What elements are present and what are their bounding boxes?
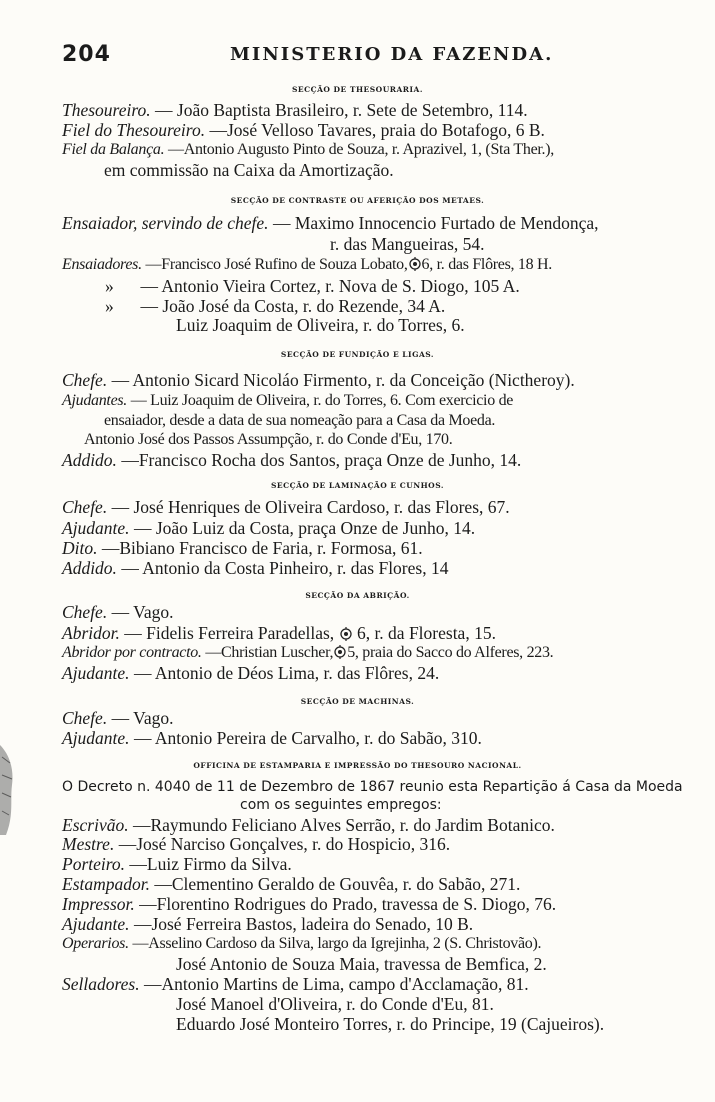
entry-text: 5, praia do Sacco do Alferes, 223. bbox=[347, 644, 554, 661]
entry-line bbox=[62, 707, 173, 729]
entry-role: Ajudante. bbox=[62, 728, 130, 748]
entry-line bbox=[62, 119, 545, 141]
entry-text: —Florentino Rodrigues do Prado, travessa de S. Diogo, 76. bbox=[139, 894, 557, 914]
section-heading-thesouraria: SECÇÃO DE THESOURARIA. bbox=[292, 85, 423, 94]
medal-icon bbox=[340, 627, 352, 641]
entry-text: —Raymundo Feliciano Alves Serrão, r. do Jardim Botanico. bbox=[132, 815, 555, 835]
entry-line bbox=[62, 913, 473, 935]
entry-role: Escrivão. bbox=[62, 815, 129, 835]
entry-line bbox=[62, 642, 553, 664]
entry-line bbox=[62, 601, 173, 623]
entry-line bbox=[62, 212, 599, 234]
binding-edge bbox=[0, 745, 16, 835]
entry-role: Ensaiador, servindo de chefe. bbox=[62, 213, 269, 233]
entry-line bbox=[62, 973, 529, 995]
section-heading-officina: OFFICINA DE ESTAMPARIA E IMPRESSÃO DO THESOURO NACIONAL. bbox=[193, 761, 522, 770]
entry-role: Selladores. bbox=[62, 974, 140, 994]
medal-icon bbox=[334, 645, 346, 659]
entry-line bbox=[62, 893, 556, 915]
entry-text: ensaiador, desde a data de sua nomeação para a Casa da Moeda. bbox=[104, 412, 496, 429]
entry-line bbox=[176, 314, 465, 336]
entry-text: —Luiz Firmo da Silva. bbox=[129, 854, 292, 874]
entry-line bbox=[62, 369, 575, 391]
entry-text: —Asselino Cardoso da Silva, largo da Igrejinha, 2 (S. Christovão). bbox=[132, 935, 542, 952]
entry-role: Mestre. bbox=[62, 834, 115, 854]
entry-text: — Luiz Joaquim de Oliveira, r. do Torres, 6. Com exercicio de bbox=[130, 392, 514, 409]
entry-text: — Vago. bbox=[111, 708, 174, 728]
entry-text: — Antonio Pereira de Carvalho, r. do Sabão, 310. bbox=[133, 728, 482, 748]
entry-line bbox=[84, 429, 452, 451]
entry-text: Eduardo José Monteiro Torres, r. do Principe, 19 (Cajueiros). bbox=[176, 1014, 605, 1034]
entry-line bbox=[62, 139, 554, 161]
entry-text: — Antonio de Déos Lima, r. das Flôres, 24. bbox=[133, 663, 440, 683]
entry-line bbox=[62, 727, 482, 749]
entry-role: Chefe. bbox=[62, 497, 108, 517]
entry-role: Chefe. bbox=[62, 370, 108, 390]
entry-text: —Francisco Rocha dos Santos, praça Onze de Junho, 14. bbox=[121, 450, 522, 470]
entry-line bbox=[330, 233, 485, 255]
entry-line bbox=[62, 833, 450, 855]
entry-line bbox=[62, 390, 513, 412]
entry-role: Abridor. bbox=[62, 623, 120, 643]
entry-text: —José Velloso Tavares, praia do Botafogo, 6 B. bbox=[209, 120, 545, 140]
entry-role: Chefe. bbox=[62, 708, 108, 728]
page-header bbox=[62, 42, 686, 72]
entry-text: —Antonio Martins de Lima, campo d'Acclamação, 81. bbox=[143, 974, 529, 994]
entry-text: — Maximo Innocencio Furtado de Mendonça, bbox=[272, 213, 599, 233]
running-head: MINISTERIO DA FAZENDA. bbox=[230, 44, 554, 65]
entry-text: — Antonio Sicard Nicoláo Firmento, r. da Conceição (Nictheroy). bbox=[111, 370, 575, 390]
entry-line bbox=[105, 275, 520, 297]
entry-text: — João Luiz da Costa, praça Onze de Junho, 14. bbox=[133, 518, 476, 538]
entry-role: Abridor por contracto. bbox=[62, 644, 202, 661]
entry-text: O Decreto n. 4040 de 11 de Dezembro de 1867 reunio esta Repartição á Casa da Moeda bbox=[62, 779, 683, 795]
entry-text: 6, r. das Flôres, 18 H. bbox=[421, 256, 552, 273]
entry-text: — Fidelis Ferreira Paradellas, bbox=[124, 623, 335, 643]
entry-text: —Christian Luscher, bbox=[205, 644, 334, 661]
entry-role: Estampador. bbox=[62, 874, 150, 894]
entry-text: —Francisco José Rufino de Souza Lobato, bbox=[145, 256, 408, 273]
entry-text: José Antonio de Souza Maia, travessa de Bemfica, 2. bbox=[176, 954, 547, 974]
page-number: 204 bbox=[62, 42, 111, 67]
entry-role: Thesoureiro. bbox=[62, 100, 151, 120]
entry-text: — Antonio da Costa Pinheiro, r. das Flores, 14 bbox=[121, 558, 449, 578]
entry-role: Addido. bbox=[62, 450, 117, 470]
entry-text: — João Baptista Brasileiro, r. Sete de Setembro, 114. bbox=[155, 100, 528, 120]
entry-line bbox=[62, 873, 520, 895]
section-heading-fundicao: SECÇÃO DE FUNDIÇÃO E LIGAS. bbox=[280, 350, 435, 359]
entry-text: em commissão na Caixa da Amortização. bbox=[104, 160, 394, 180]
entry-role: Chefe. bbox=[62, 602, 108, 622]
ditto-mark: » bbox=[105, 276, 114, 296]
entry-text: Luiz Joaquim de Oliveira, r. do Torres, 6. bbox=[176, 315, 465, 335]
entry-role: Fiel da Balança. bbox=[62, 141, 165, 158]
entry-role: Addido. bbox=[62, 558, 117, 578]
section-heading-abricao: SECÇÃO DA ABRIÇÃO. bbox=[305, 591, 410, 600]
entry-text: — Antonio Vieira Cortez, r. Nova de S. Diogo, 105 A. bbox=[140, 276, 520, 296]
entry-line bbox=[62, 254, 552, 276]
entry-text: —Bibiano Francisco de Faria, r. Formosa, 61. bbox=[101, 538, 423, 558]
entry-line bbox=[62, 933, 541, 955]
entry-line bbox=[176, 993, 494, 1015]
entry-role: Ajudante. bbox=[62, 914, 130, 934]
entry-text: José Manoel d'Oliveira, r. do Conde d'Eu, 81. bbox=[176, 994, 494, 1014]
entry-line bbox=[176, 953, 547, 975]
entry-role: Dito. bbox=[62, 538, 98, 558]
entry-role: Operarios. bbox=[62, 935, 129, 952]
entry-role: Ajudante. bbox=[62, 518, 130, 538]
entry-line bbox=[62, 622, 496, 644]
entry-text: — José Henriques de Oliveira Cardoso, r. das Flores, 67. bbox=[111, 497, 510, 517]
entry-line bbox=[104, 159, 394, 181]
entry-role: Ensaiadores. bbox=[62, 256, 142, 273]
entry-text: —José Ferreira Bastos, ladeira do Senado, 10 B. bbox=[133, 914, 474, 934]
section-heading-machinas: SECÇÃO DE MACHINAS. bbox=[300, 697, 415, 706]
entry-line bbox=[62, 662, 439, 684]
entry-line bbox=[62, 99, 528, 121]
medal-icon bbox=[409, 257, 421, 271]
entry-text: 6, r. da Floresta, 15. bbox=[356, 623, 496, 643]
entry-line bbox=[62, 557, 448, 579]
entry-line bbox=[62, 496, 510, 518]
ditto-mark: » bbox=[105, 296, 114, 316]
entry-text: —José Narciso Gonçalves, r. do Hospicio, 316. bbox=[118, 834, 451, 854]
entry-role: Ajudante. bbox=[62, 663, 130, 683]
entry-text: —Antonio Augusto Pinto de Souza, r. Aprazivel, 1, (Sta Ther.), bbox=[168, 141, 554, 158]
entry-role: Porteiro. bbox=[62, 854, 126, 874]
entry-line bbox=[240, 794, 442, 816]
entry-line bbox=[62, 449, 521, 471]
entry-line bbox=[176, 1013, 604, 1035]
entry-text: —Clementino Geraldo de Gouvêa, r. do Sabão, 271. bbox=[154, 874, 521, 894]
section-heading-contraste: SECÇÃO DE CONTRASTE OU AFERIÇÃO DOS METAES. bbox=[230, 196, 485, 205]
entry-line bbox=[62, 853, 292, 875]
entry-role: Ajudantes. bbox=[62, 392, 127, 409]
entry-text: Antonio José dos Passos Assumpção, r. do Conde d'Eu, 170. bbox=[84, 431, 453, 448]
entry-line bbox=[62, 537, 423, 559]
entry-text: r. das Mangueiras, 54. bbox=[330, 234, 485, 254]
section-heading-laminacao: SECÇÃO DE LAMINAÇÃO E CUNHOS. bbox=[271, 481, 444, 490]
entry-line bbox=[62, 517, 475, 539]
entry-role: Fiel do Thesoureiro. bbox=[62, 120, 206, 140]
entry-text: — João José da Costa, r. do Rezende, 34 A. bbox=[140, 296, 446, 316]
entry-text: com os seguintes empregos: bbox=[240, 797, 442, 813]
entry-text: — Vago. bbox=[111, 602, 174, 622]
entry-role: Impressor. bbox=[62, 894, 135, 914]
